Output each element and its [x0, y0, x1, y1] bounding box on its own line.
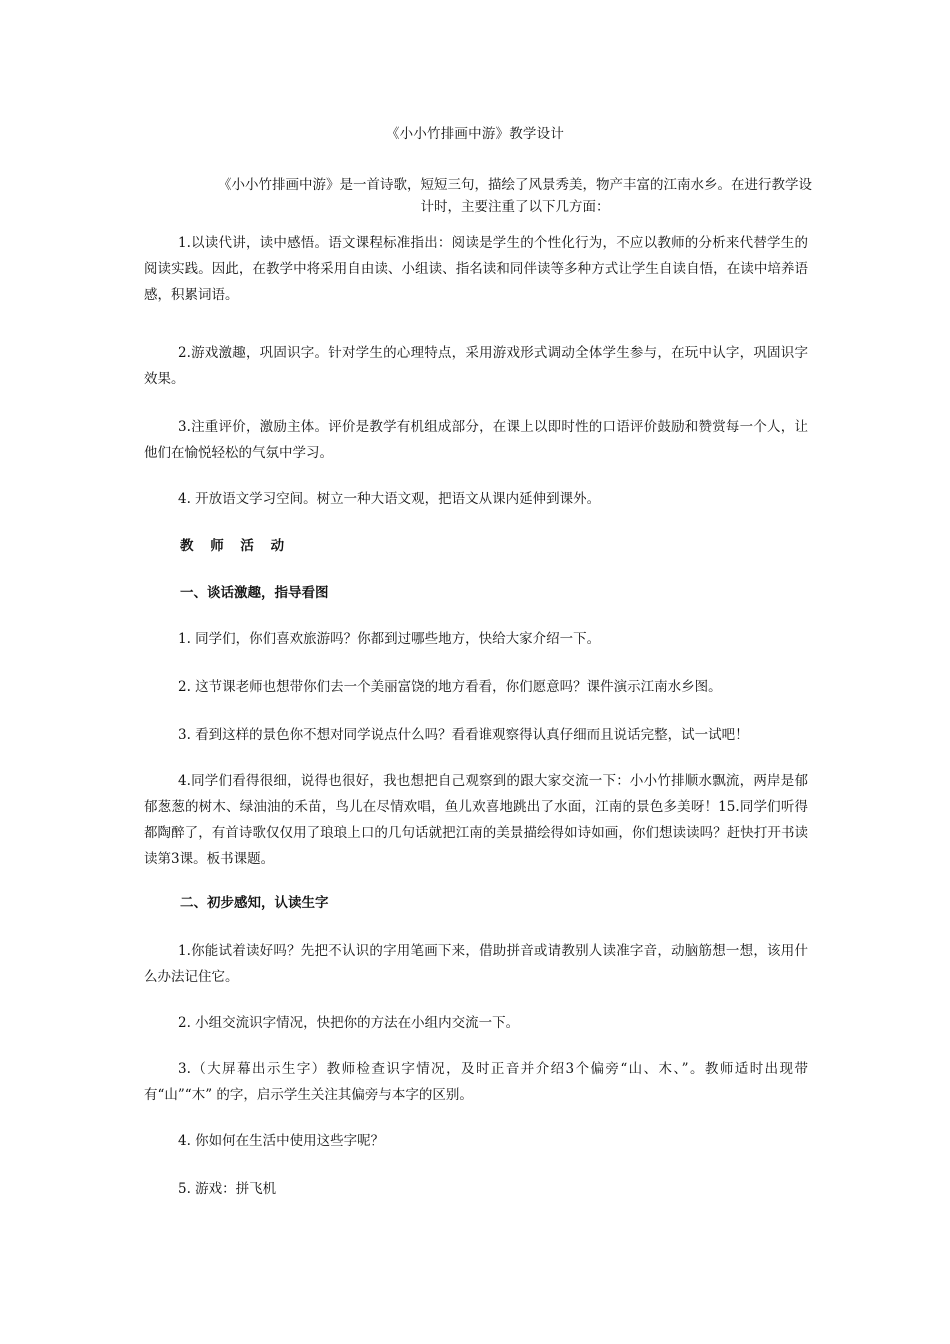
principle-paragraph-3: 3.注重评价，激励主体。评价是教学有机组成部分，在课上以即时性的口语评价鼓励和赞赏每一个人，让他们在愉悦轻松的气氛中学习。 — [144, 419, 808, 461]
section-1-item-4: 4.同学们看得很细，说得也很好，我也想把自己观察到的跟大家交流一下：小小竹排顺水飘流，两岸是郁郁葱葱的树木、绿油油的禾苗，鸟儿在尽情欢唱，鱼儿欢喜地跳出了水面，江南的景色多美呀！15.同学们听得都陶醉了，有首诗歌仅仅用了琅琅上口的几句话就把江南的美景描绘得如诗如画，你们想读读吗？赶快打开书读读第3课。板书课题。 — [144, 773, 808, 867]
principle-paragraph-2: 2.游戏激趣，巩固识字。针对学生的心理特点，采用游戏形式调动全体学生参与，在玩中认字，巩固识字效果。 — [144, 345, 808, 387]
section-1-item-1: 1. 同学们，你们喜欢旅游吗？你都到过哪些地方，快给大家介绍一下。 — [178, 631, 601, 647]
section-2-item-5: 5. 游戏：拼飞机 — [178, 1181, 277, 1197]
section-1-heading: 一、谈话激趣，指导看图 — [180, 585, 329, 601]
section-2-item-4: 4. 你如何在生活中使用这些字呢？ — [178, 1133, 385, 1149]
intro-paragraph: 《小小竹排画中游》是一首诗歌，短短三句，描绘了风景秀美，物产丰富的江南水乡。在进行教学设计时，主要注重了以下几方面： — [218, 177, 812, 215]
principle-paragraph-1: 1.以读代讲，读中感悟。语文课程标准指出：阅读是学生的个性化行为，不应以教师的分析来代替学生的阅读实践。因此，在教学中将采用自由读、小组读、指名读和同伴读等多种方式让学生自读自悟，在读中培养语感，积累词语。 — [144, 235, 808, 303]
teacher-activity-heading: 教 师 活 动 — [180, 538, 291, 554]
document-title: 《小小竹排画中游》教学设计 — [385, 126, 565, 142]
section-1-item-3: 3. 看到这样的景色你不想对同学说点什么吗？看看谁观察得认真仔细而且说话完整，试一试吧！ — [178, 727, 749, 743]
section-1-item-2: 2. 这节课老师也想带你们去一个美丽富饶的地方看看，你们愿意吗？课件演示江南水乡图。 — [178, 679, 722, 695]
section-2-heading: 二、初步感知，认读生字 — [180, 895, 329, 911]
section-2-item-1: 1.你能试着读好吗？先把不认识的字用笔画下来，借助拼音或请教别人读准字音，动脑筋想一想，该用什么办法记住它。 — [144, 943, 808, 985]
principle-paragraph-4: 4. 开放语文学习空间。树立一种大语文观，把语文从课内延伸到课外。 — [178, 491, 601, 507]
section-2-item-2: 2. 小组交流识字情况，快把你的方法在小组内交流一下。 — [178, 1015, 520, 1031]
section-2-item-3: 3.（大屏幕出示生字）教师检查识字情况，及时正音并介绍3个偏旁“山、木、”。教师适时出现带有“山”“木” 的字，启示学生关注其偏旁与本字的区别。 — [144, 1061, 808, 1103]
